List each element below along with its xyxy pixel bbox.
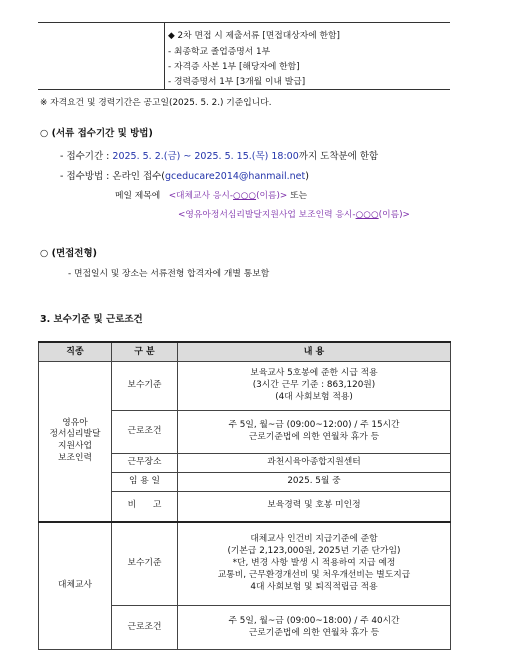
row-content: 과천시육아종합지원센터 (178, 454, 451, 473)
mail-label: 메일 제목에 (115, 191, 161, 201)
table-header-row (39, 342, 451, 362)
box-item: - 최종학교 졸업증명서 1부 (168, 47, 271, 57)
header-job: 직종 (39, 342, 112, 362)
period-value: 2025. 5. 2.(금) ~ 2025. 5. 15.(목) 18:00 (112, 151, 299, 162)
row-content: 보육경력 및 호봉 미인정 (178, 492, 451, 522)
submission-period (60, 148, 378, 162)
row-label: 근로조건 (112, 606, 178, 650)
mail-subject-line1 (115, 188, 307, 201)
method-suffix: ) (305, 171, 309, 182)
row-label: 비 고 (112, 492, 178, 522)
box-item: - 경력증명서 1부 [3개월 이내 발급] (168, 77, 306, 87)
box-item: - 자격증 사본 1부 [해당자에 한함] (168, 62, 300, 72)
method-prefix: - 접수방법 : 온라인 접수( (60, 171, 166, 182)
row-label: 보수기준 (112, 522, 178, 606)
row-content: 대체교사 인건비 지급기준에 준함 (기본급 2,123,000원, 2025년 기준 단가임) *단, 변경 사항 발생 시 적용하여 지급 예정 교통비, 근무환경개선비 및 처우개선비는 별도지급 4대 사회보험 및 퇴직적립금 적용 (178, 522, 451, 606)
row-content: 보육교사 5호봉에 준한 시급 적용 (3시간 근무 기준 : 863,120원) (4대 사회보험 적용) (178, 362, 451, 411)
row-content: 주 5일, 월~금 (09:00~18:00) / 주 40시간 근로기준법에 의한 연월차 휴가 등 (178, 606, 451, 650)
mail-subject2: <영유아정서심리발달지원사업 보조인력 응시-○○○(이름)> (178, 210, 410, 220)
job-name-cell: 대체교사 (39, 522, 112, 650)
box-divider (164, 23, 165, 89)
section3-title: 3. 보수기준 및 근로조건 (40, 314, 143, 325)
pay-conditions-table (38, 341, 451, 650)
table-row (39, 522, 451, 606)
row-content: 2025. 5월 중 (178, 473, 451, 492)
row-label: 근로조건 (112, 411, 178, 454)
email-link[interactable]: gceducare2014@hanmail.net (165, 171, 306, 182)
submission-method (60, 168, 309, 182)
job-name-cell: 영유아 정서심리발달 지원사업 보조인력 (39, 362, 112, 522)
period-prefix: - 접수기간 : (60, 151, 113, 162)
mail-subject1: <대체교사 응시-○○○(이름)> (168, 191, 288, 201)
criteria-note: ※ 자격요건 및 경력기간은 공고일(2025. 5. 2.) 기준입니다. (40, 98, 272, 108)
period-suffix: 까지 도착분에 한함 (298, 151, 379, 162)
submission-documents-box (38, 22, 450, 90)
header-content: 내 용 (178, 342, 451, 362)
row-label: 근무장소 (112, 454, 178, 473)
table-row (39, 362, 451, 411)
mail-or: 또는 (287, 191, 308, 201)
row-label: 임 용 일 (112, 473, 178, 492)
box-header: ◆ 2차 면접 시 제출서류 [면접대상자에 한함] (168, 31, 340, 41)
row-content: 주 5일, 월~금 (09:00~12:00) / 주 15시간 근로기준법에 의한 연월차 휴가 등 (178, 411, 451, 454)
header-category: 구 분 (112, 342, 178, 362)
submission-title: ○ (서류 접수기간 및 방법) (40, 128, 153, 139)
interview-title: ○ (면접전형) (40, 248, 97, 259)
row-label: 보수기준 (112, 362, 178, 411)
interview-line: - 면접일시 및 장소는 서류전형 합격자에 개별 통보함 (68, 269, 270, 279)
